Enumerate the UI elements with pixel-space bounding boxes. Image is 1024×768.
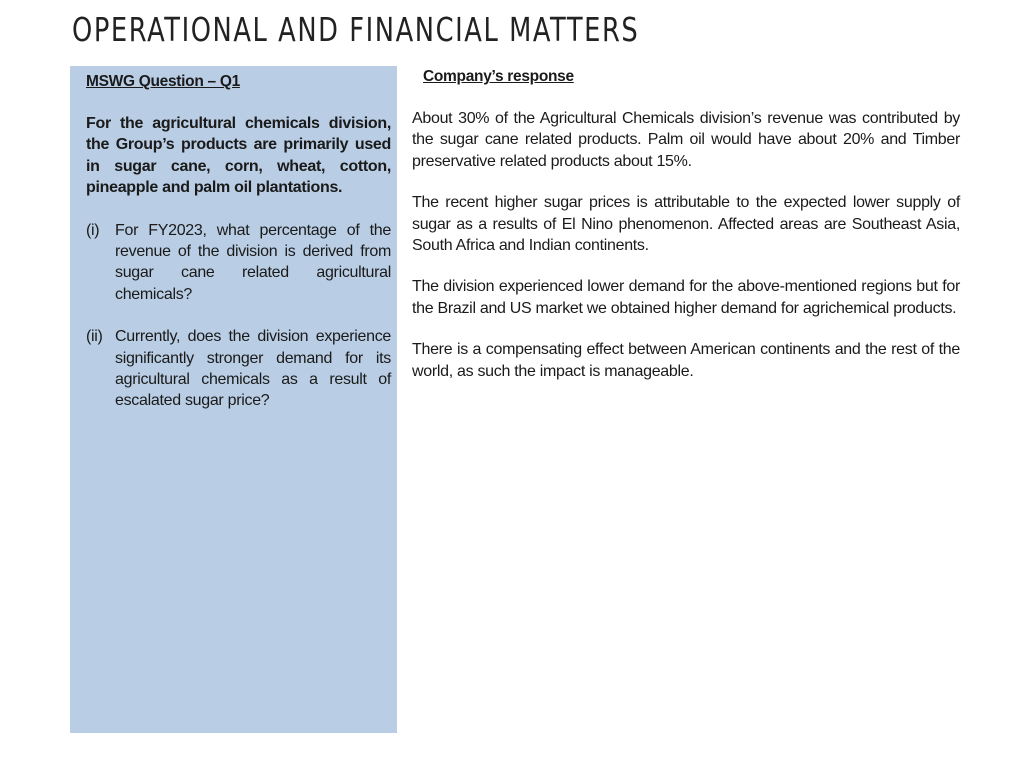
response-paragraph: The division experienced lower demand for the above-mentioned regions but for the Brazil and US market we obtained higher demand for agrichemical products. [412, 278, 960, 317]
question-list [86, 220, 391, 412]
question-item-number: (i) [86, 221, 100, 239]
question-heading: MSWG Question – Q1 [86, 73, 240, 90]
question-item-text: Currently, does the division experience significantly stronger demand for its agricultural chemicals as a result of escalated sugar price? [115, 328, 391, 410]
response-body [412, 108, 960, 382]
question-item [86, 326, 391, 412]
response-paragraph: The recent higher sugar prices is attributable to the expected lower supply of sugar as a results of El Nino phenomenon. Affected areas are Southeast Asia, South Africa and Indian continents. [412, 194, 960, 255]
question-item [86, 220, 391, 306]
page-title: OPERATIONAL AND FINANCIAL MATTERS [72, 10, 640, 49]
response-heading: Company’s response [423, 68, 574, 85]
response-panel [412, 66, 960, 402]
question-intro: For the agricultural chemicals division, the Group’s products are primarily used in sugar cane, corn, wheat, cotton, pineapple and palm oil plantations. [86, 115, 391, 197]
question-item-number: (ii) [86, 328, 103, 346]
question-panel [70, 66, 397, 733]
response-paragraph: There is a compensating effect between American continents and the rest of the world, as such the impact is manageable. [412, 341, 960, 380]
question-item-text: For FY2023, what percentage of the revenue of the division is derived from sugar cane related agricultural chemicals? [115, 221, 391, 303]
response-paragraph: About 30% of the Agricultural Chemicals division’s revenue was contributed by the sugar cane related products. Palm oil would have about 20% and Timber preservative related products about 15%. [412, 110, 960, 170]
